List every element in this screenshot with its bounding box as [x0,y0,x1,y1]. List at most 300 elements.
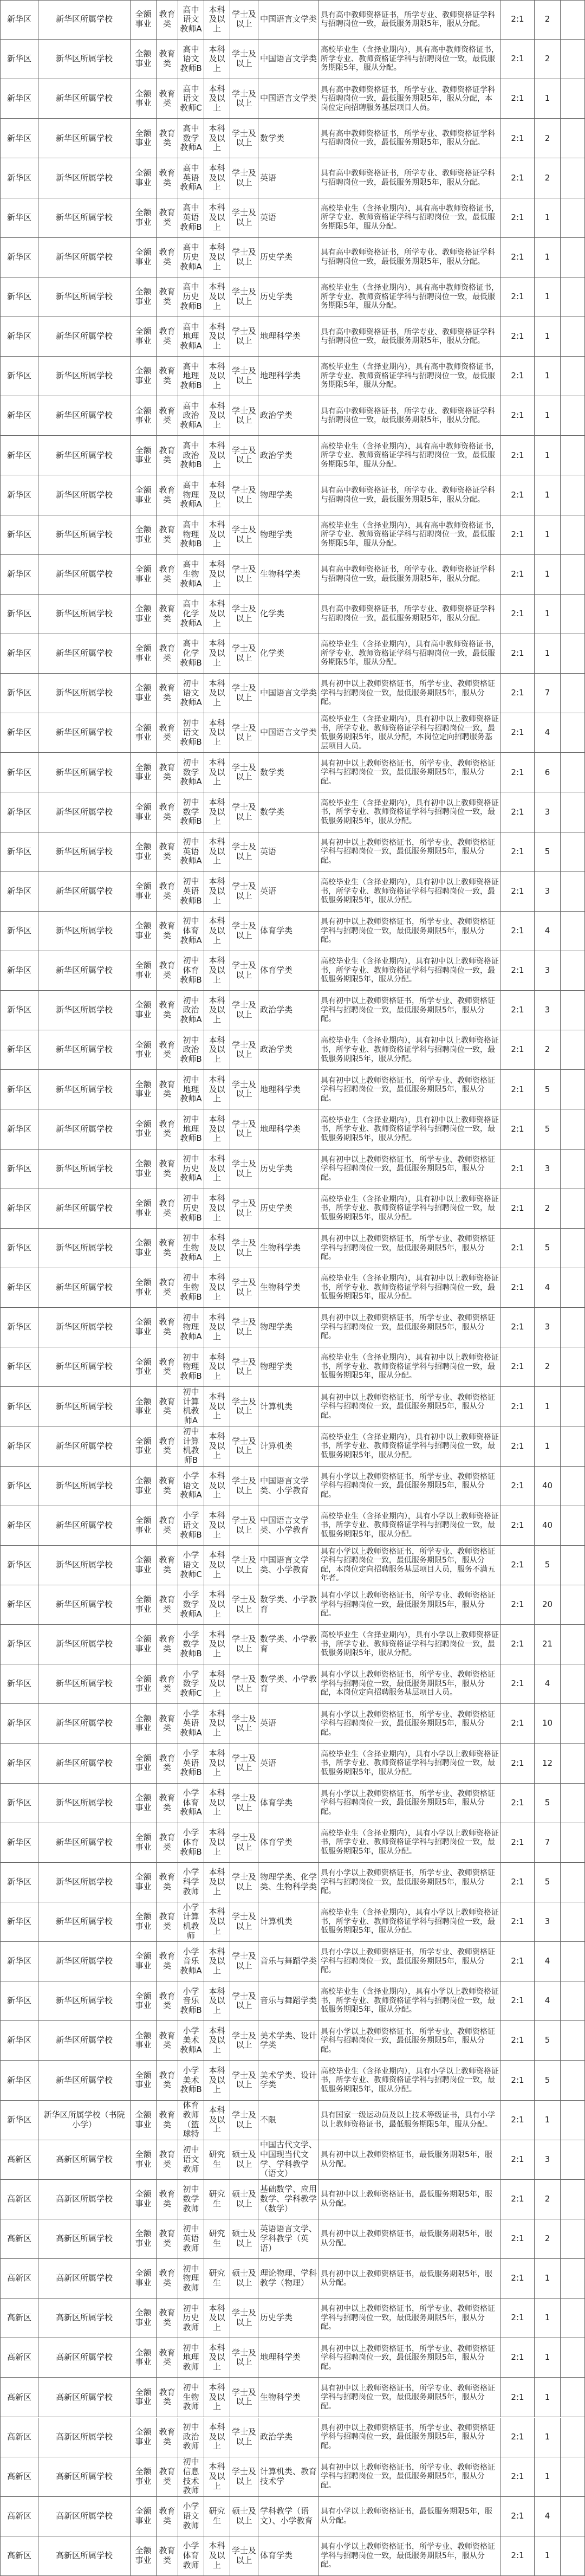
education-cell: 本科及以上 [204,1863,230,1902]
category-cell: 教育类 [156,1467,178,1506]
degree-cell: 学士及以上 [230,1189,258,1228]
extra-cell [560,2180,585,2219]
district-cell: 新华区 [0,2021,38,2060]
category-cell: 教育类 [156,595,178,634]
count-cell: 1 [534,2457,560,2496]
nature-cell: 全额事业 [130,1070,156,1109]
category-cell: 教育类 [156,2061,178,2100]
count-cell: 5 [534,2061,560,2100]
count-cell: 2 [534,40,560,79]
nature-cell: 全额事业 [130,79,156,118]
table-row [0,1625,585,1664]
degree-cell: 学士及以上 [230,40,258,79]
unit-cell: 高新区所属学校 [38,2497,130,2536]
degree-cell: 硕士及以上 [230,2219,258,2258]
count-cell: 21 [534,1625,560,1664]
requirement-cell: 具有初中以上教师资格证书，所学专业、教师资格证学科与招聘岗位一致，最低服务期限5年，服从分配。 [318,2338,500,2377]
unit-cell: 新华区所属学校 [38,1942,130,1981]
count-cell: 1 [534,1387,560,1426]
education-cell: 研究生 [204,2219,230,2258]
extra-cell [560,2378,585,2417]
requirement-cell: 具有小学以上教师资格证书，所学专业、教师资格证学科与招聘岗位一致，最低服务期限5年，服从分配，本岗位定向招聘服务基层项目人员。 [318,1664,500,1703]
category-cell: 教育类 [156,1784,178,1823]
post-cell: 小学体育教师 [178,2536,204,2575]
table-row [0,40,585,79]
requirement-cell: 具有初中以上教师资格证书，所学专业、教师资格证学科与招聘岗位一致，最低服务期限5年，服从分配。 [318,2457,500,2496]
ratio-cell: 2:1 [500,713,534,752]
education-cell: 本科及以上 [204,1467,230,1506]
nature-cell: 全额事业 [130,753,156,792]
district-cell: 新华区 [0,832,38,871]
table-row [0,1109,585,1149]
count-cell: 5 [534,2021,560,2060]
extra-cell [560,357,585,396]
nature-cell: 全额事业 [130,436,156,475]
district-cell: 新华区 [0,238,38,277]
nature-cell: 全额事业 [130,1664,156,1703]
post-cell: 初中历史教师B [178,1189,204,1228]
count-cell: 4 [534,713,560,752]
district-cell: 新华区 [0,634,38,673]
major-cell: 中国古代文学、中国现当代文学、学科教学（语文） [258,2140,318,2179]
unit-cell: 高新区所属学校 [38,2299,130,2338]
requirement-cell: 具有初中以上教师资格证书，最低服务期限5年，服从分配。 [318,2259,500,2298]
district-cell: 新华区 [0,1229,38,1268]
education-cell: 本科及以上 [204,1426,230,1465]
count-cell: 1 [534,634,560,673]
degree-cell: 学士及以上 [230,1347,258,1386]
category-cell: 教育类 [156,2378,178,2417]
table-row [0,991,585,1030]
education-cell: 本科及以上 [204,1981,230,2020]
count-cell: 1 [534,595,560,634]
nature-cell: 全额事业 [130,119,156,158]
table-row [0,1426,585,1466]
unit-cell: 新华区所属学校 [38,674,130,713]
extra-cell [560,396,585,435]
table-row [0,792,585,832]
degree-cell: 硕士及以上 [230,2259,258,2298]
degree-cell: 学士及以上 [230,634,258,673]
post-cell: 小学语文教师B [178,1506,204,1545]
nature-cell: 全额事业 [130,2338,156,2377]
degree-cell: 学士及以上 [230,674,258,713]
category-cell: 教育类 [156,1981,178,2020]
extra-cell [560,198,585,237]
district-cell: 新华区 [0,158,38,197]
degree-cell: 学士及以上 [230,2378,258,2417]
extra-cell [560,2497,585,2536]
major-cell: 物理学类 [258,515,318,554]
education-cell: 本科及以上 [204,1189,230,1228]
extra-cell [560,2219,585,2258]
post-cell: 初中物理教师 [178,2259,204,2298]
district-cell: 新华区 [0,277,38,317]
category-cell: 教育类 [156,713,178,752]
count-cell: 1 [534,2378,560,2417]
post-cell: 高中物理教师B [178,515,204,554]
ratio-cell: 2:1 [500,436,534,475]
requirement-cell: 具有高中教师资格证书，所学专业、教师资格证学科与招聘岗位一致，最低服务期限5年，服从分配。 [318,475,500,514]
district-cell: 新华区 [0,475,38,514]
district-cell: 新华区 [0,2061,38,2100]
category-cell: 教育类 [156,2299,178,2338]
major-cell: 不限 [258,2101,318,2140]
table-row [0,832,585,872]
unit-cell: 新华区所属学校（书院小学） [38,2101,130,2140]
ratio-cell: 2:1 [500,238,534,277]
education-cell: 本科及以上 [204,277,230,317]
extra-cell [560,951,585,990]
ratio-cell: 2:1 [500,1426,534,1465]
unit-cell: 高新区所属学校 [38,2180,130,2219]
category-cell: 教育类 [156,357,178,396]
table-row [0,1546,585,1585]
district-cell: 高新区 [0,2418,38,2457]
degree-cell: 学士及以上 [230,1229,258,1268]
category-cell: 教育类 [156,2497,178,2536]
requirement-cell: 高校毕业生（含择业期内），具有初中以上教师资格证书，所学专业、教师资格证学科与招聘岗位一致，最低服务期限5年，服从分配。 [318,951,500,990]
district-cell: 新华区 [0,753,38,792]
requirement-cell: 具有初中以上教师资格证书，所学专业、教师资格证学科与招聘岗位一致，最低服务期限5年，服从分配。 [318,912,500,951]
requirement-cell: 具有初中以上教师资格证书，所学专业、教师资格证学科与招聘岗位一致，最低服务期限5年，服从分配。 [318,1308,500,1347]
education-cell: 本科及以上 [204,2418,230,2457]
major-cell: 历史学类 [258,238,318,277]
extra-cell [560,832,585,871]
category-cell: 教育类 [156,634,178,673]
requirement-cell: 具有高中教师资格证书，所学专业、教师资格证学科与招聘岗位一致，最低服务期限5年，服从分配。 [318,317,500,356]
ratio-cell: 2:1 [500,1902,534,1941]
nature-cell: 全额事业 [130,396,156,435]
major-cell: 化学类 [258,595,318,634]
requirement-cell: 高校毕业生（含择业期内），具有小学以上教师资格证书，所学专业、教师资格证学科与招聘岗位一致，最低服务期限5年，服从分配。 [318,1981,500,2020]
ratio-cell: 2:1 [500,158,534,197]
extra-cell [560,1030,585,1069]
major-cell: 数学类、小学教育 [258,1625,318,1664]
district-cell: 新华区 [0,792,38,831]
post-cell: 高中物理教师A [178,475,204,514]
unit-cell: 新华区所属学校 [38,1744,130,1783]
requirement-cell: 具有初中以上教师资格证书，最低服务期限5年，服从分配。 [318,2219,500,2258]
unit-cell: 新华区所属学校 [38,1030,130,1069]
district-cell: 新华区 [0,1981,38,2020]
degree-cell: 学士及以上 [230,2021,258,2060]
extra-cell [560,1863,585,1902]
district-cell: 新华区 [0,1664,38,1703]
education-cell: 本科及以上 [204,436,230,475]
education-cell: 本科及以上 [204,2536,230,2575]
category-cell: 教育类 [156,1229,178,1268]
degree-cell: 学士及以上 [230,1981,258,2020]
major-cell: 化学类 [258,634,318,673]
ratio-cell: 2:1 [500,79,534,118]
degree-cell: 学士及以上 [230,2536,258,2575]
extra-cell [560,1189,585,1228]
education-cell: 本科及以上 [204,238,230,277]
district-cell: 新华区 [0,0,38,39]
table-row [0,1268,585,1308]
count-cell: 6 [534,753,560,792]
district-cell: 新华区 [0,1942,38,1981]
education-cell: 本科及以上 [204,674,230,713]
count-cell: 4 [534,1981,560,2020]
extra-cell [560,2457,585,2496]
degree-cell: 学士及以上 [230,1942,258,1981]
major-cell: 音乐与舞蹈学类 [258,1942,318,1981]
post-cell: 初中体育教师B [178,951,204,990]
district-cell: 新华区 [0,79,38,118]
nature-cell: 全额事业 [130,1426,156,1465]
post-cell: 高中历史教师B [178,277,204,317]
category-cell: 教育类 [156,555,178,594]
nature-cell: 全额事业 [130,2378,156,2417]
major-cell: 计算机类 [258,1902,318,1941]
nature-cell: 全额事业 [130,198,156,237]
table-row [0,1467,585,1506]
requirement-cell: 具有初中以上教师资格证书，所学专业、教师资格证学科与招聘岗位一致，最低服务期限5年，服从分配。 [318,832,500,871]
degree-cell: 学士及以上 [230,1546,258,1585]
major-cell: 中国语言文学类 [258,40,318,79]
nature-cell: 全额事业 [130,1585,156,1624]
district-cell: 新华区 [0,872,38,911]
table-row [0,2259,585,2299]
category-cell: 教育类 [156,2021,178,2060]
requirement-cell: 高校毕业生（含择业期内），具有初中以上教师资格证书，所学专业、教师资格证学科与招聘岗位一致，最低服务期限5年，服从分配，本岗位定向招聘服务基层项目人员。 [318,713,500,752]
unit-cell: 新华区所属学校 [38,951,130,990]
education-cell: 本科及以上 [204,792,230,831]
category-cell: 教育类 [156,2140,178,2179]
district-cell: 高新区 [0,2378,38,2417]
category-cell: 教育类 [156,792,178,831]
requirement-cell: 高校毕业生（含择业期内），具有高中教师资格证书，所学专业、教师资格证学科与招聘岗位一致，最低服务期限5年，服从分配。 [318,357,500,396]
post-cell: 小学数学教师B [178,1625,204,1664]
unit-cell: 新华区所属学校 [38,595,130,634]
unit-cell: 新华区所属学校 [38,1664,130,1703]
count-cell: 5 [534,1546,560,1585]
post-cell: 高中英语教师B [178,198,204,237]
extra-cell [560,119,585,158]
degree-cell: 学士及以上 [230,951,258,990]
ratio-cell: 2:1 [500,475,534,514]
extra-cell [560,2338,585,2377]
ratio-cell: 2:1 [500,515,534,554]
unit-cell: 新华区所属学校 [38,713,130,752]
nature-cell: 全额事业 [130,1863,156,1902]
education-cell: 本科及以上 [204,317,230,356]
district-cell: 新华区 [0,991,38,1030]
degree-cell: 学士及以上 [230,832,258,871]
unit-cell: 新华区所属学校 [38,1704,130,1743]
nature-cell: 全额事业 [130,2259,156,2298]
degree-cell: 学士及以上 [230,912,258,951]
requirement-cell: 具有国家一级运动员及以上技术等级证书，具有小学以上教师资格证书，最低服务期限5年，服从分配。 [318,2101,500,2140]
table-row [0,515,585,555]
table-row [0,1902,585,1942]
education-cell: 本科及以上 [204,515,230,554]
requirement-cell: 具有小学以上教师资格证书，所学专业、教师资格证学科与招聘岗位一致，最低服务期限5年，服从分配。 [318,1467,500,1506]
degree-cell: 学士及以上 [230,1426,258,1465]
ratio-cell: 2:1 [500,2457,534,2496]
degree-cell: 学士及以上 [230,1664,258,1703]
unit-cell: 高新区所属学校 [38,2536,130,2575]
requirement-cell: 具有高中教师资格证书，所学专业、教师资格证学科与招聘岗位一致，最低服务期限5年，服从分配。 [318,119,500,158]
unit-cell: 新华区所属学校 [38,198,130,237]
major-cell: 生物科学类 [258,2378,318,2417]
table-row [0,1308,585,1347]
table-row [0,1150,585,1189]
table-row [0,2338,585,2378]
major-cell: 物理学类 [258,1347,318,1386]
nature-cell: 全额事业 [130,1109,156,1148]
ratio-cell: 2:1 [500,1704,534,1743]
requirement-cell: 高校毕业生（含择业期内），具有初中以上教师资格证书，所学专业、教师资格证学科与招聘岗位一致，最低服务期限5年，服从分配。 [318,1030,500,1069]
table-row [0,2378,585,2417]
table-row [0,1229,585,1268]
ratio-cell: 2:1 [500,1070,534,1109]
category-cell: 教育类 [156,2418,178,2457]
district-cell: 高新区 [0,2219,38,2258]
requirement-cell: 具有初中以上教师资格证书，所学专业、教师资格证学科与招聘岗位一致，最低服务期限5年，服从分配。 [318,2299,500,2338]
post-cell: 小学美术教师A [178,2021,204,2060]
table-row [0,674,585,713]
count-cell: 1 [534,396,560,435]
district-cell: 新华区 [0,1744,38,1783]
ratio-cell: 2:1 [500,1744,534,1783]
major-cell: 历史学类 [258,1189,318,1228]
post-cell: 体育教师（篮球特 [178,2101,204,2140]
education-cell: 本科及以上 [204,1030,230,1069]
degree-cell: 学士及以上 [230,1268,258,1307]
post-cell: 初中数学教师B [178,792,204,831]
district-cell: 高新区 [0,2536,38,2575]
nature-cell: 全额事业 [130,238,156,277]
nature-cell: 全额事业 [130,832,156,871]
unit-cell: 新华区所属学校 [38,1546,130,1585]
major-cell: 政治学类 [258,991,318,1030]
count-cell: 3 [534,1150,560,1189]
unit-cell: 高新区所属学校 [38,2457,130,2496]
major-cell: 数学类 [258,753,318,792]
major-cell: 体育学类 [258,2536,318,2575]
requirement-cell: 具有小学以上教师资格证书，所学专业、教师资格证学科与招聘岗位一致，最低服务期限5年，服从分配。 [318,1863,500,1902]
degree-cell: 学士及以上 [230,1506,258,1545]
category-cell: 教育类 [156,1744,178,1783]
extra-cell [560,1268,585,1307]
district-cell: 新华区 [0,674,38,713]
requirement-cell: 高校毕业生（含择业期内），具有初中以上教师资格证书，所学专业、教师资格证学科与招聘岗位一致，最低服务期限5年，服从分配。 [318,792,500,831]
table-row [0,1744,585,1783]
ratio-cell: 2:1 [500,753,534,792]
post-cell: 初中地理教师B [178,1109,204,1148]
degree-cell: 学士及以上 [230,277,258,317]
category-cell: 教育类 [156,912,178,951]
extra-cell [560,753,585,792]
extra-cell [560,317,585,356]
post-cell: 小学英语教师A [178,1704,204,1743]
degree-cell: 学士及以上 [230,2299,258,2338]
post-cell: 高中地理教师A [178,317,204,356]
major-cell: 英语 [258,1744,318,1783]
category-cell: 教育类 [156,1664,178,1703]
post-cell: 高中数学教师A [178,119,204,158]
category-cell: 教育类 [156,1704,178,1743]
category-cell: 教育类 [156,1189,178,1228]
ratio-cell: 2:1 [500,1150,534,1189]
major-cell: 美术学类、设计学类 [258,2061,318,2100]
district-cell: 新华区 [0,1546,38,1585]
unit-cell: 新华区所属学校 [38,792,130,831]
unit-cell: 新华区所属学校 [38,40,130,79]
category-cell: 教育类 [156,2457,178,2496]
category-cell: 教育类 [156,1308,178,1347]
district-cell: 新华区 [0,396,38,435]
count-cell: 2 [534,119,560,158]
major-cell: 数学类、小学教育 [258,1585,318,1624]
ratio-cell: 2:1 [500,1387,534,1426]
major-cell: 生物科学类 [258,1268,318,1307]
degree-cell: 学士及以上 [230,119,258,158]
nature-cell: 全额事业 [130,0,156,39]
education-cell: 本科及以上 [204,1109,230,1148]
extra-cell [560,1506,585,1545]
ratio-cell: 2:1 [500,2061,534,2100]
district-cell: 高新区 [0,2180,38,2219]
education-cell: 研究生 [204,2259,230,2298]
major-cell: 历史学类 [258,277,318,317]
education-cell: 本科及以上 [204,1387,230,1426]
major-cell: 物理学类 [258,475,318,514]
degree-cell: 学士及以上 [230,713,258,752]
count-cell: 5 [534,832,560,871]
education-cell: 本科及以上 [204,1744,230,1783]
count-cell: 2 [534,0,560,39]
degree-cell: 学士及以上 [230,1150,258,1189]
nature-cell: 全额事业 [130,1347,156,1386]
post-cell: 小学科学教师 [178,1863,204,1902]
unit-cell: 新华区所属学校 [38,238,130,277]
nature-cell: 全额事业 [130,475,156,514]
requirement-cell: 具有小学以上教师资格证书，所学专业、教师资格证学科与招聘岗位一致，最低服务期限5年，服从分配。 [318,2536,500,2575]
count-cell: 1 [534,2338,560,2377]
ratio-cell: 2:1 [500,1981,534,2020]
table-row [0,951,585,991]
major-cell: 英语 [258,872,318,911]
education-cell: 本科及以上 [204,1704,230,1743]
category-cell: 教育类 [156,1268,178,1307]
requirement-cell: 高校毕业生（含择业期内），具有小学以上教师资格证书，所学专业、教师资格证学科与招聘岗位一致，最低服务期限5年，服从分配。 [318,1902,500,1941]
extra-cell [560,2536,585,2575]
requirement-cell: 具有初中以上教师资格证书，所学专业、教师资格证学科与招聘岗位一致，最低服务期限5年，服从分配。 [318,2378,500,2417]
district-cell: 新华区 [0,1109,38,1148]
extra-cell [560,2021,585,2060]
nature-cell: 全额事业 [130,1506,156,1545]
extra-cell [560,158,585,197]
count-cell: 5 [534,1109,560,1148]
degree-cell: 学士及以上 [230,2101,258,2140]
table-row [0,79,585,119]
nature-cell: 全额事业 [130,2418,156,2457]
extra-cell [560,2418,585,2457]
unit-cell: 新华区所属学校 [38,277,130,317]
unit-cell: 新华区所属学校 [38,119,130,158]
ratio-cell: 2:1 [500,1863,534,1902]
count-cell: 1 [534,357,560,396]
unit-cell: 新华区所属学校 [38,832,130,871]
district-cell: 新华区 [0,317,38,356]
unit-cell: 新华区所属学校 [38,2061,130,2100]
post-cell: 高中化学教师A [178,595,204,634]
category-cell: 教育类 [156,1030,178,1069]
